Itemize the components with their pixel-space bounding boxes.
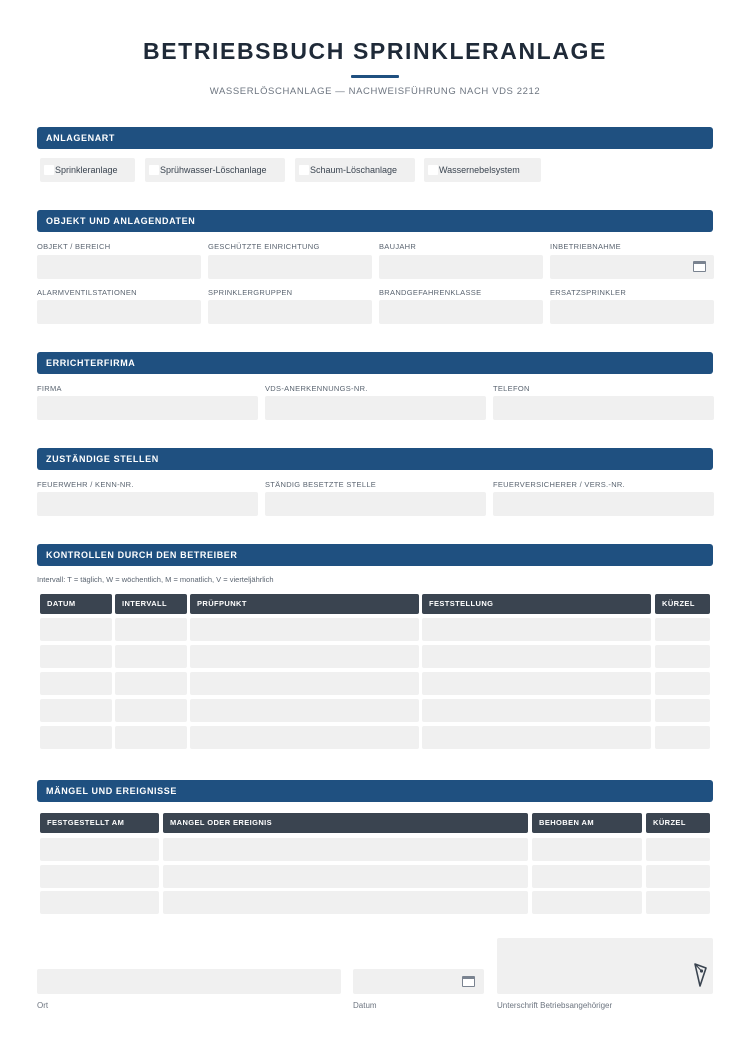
label-inbetriebnahme: INBETRIEBNAHME [550, 242, 621, 251]
maengel-cell[interactable] [646, 865, 710, 888]
kontrollen-cell[interactable] [422, 672, 651, 695]
maengel-cell[interactable] [646, 891, 710, 914]
maengel-cell[interactable] [646, 838, 710, 861]
kontrollen-header-cell: PRÜFPUNKT [190, 594, 419, 614]
kontrollen-header-cell: KÜRZEL [655, 594, 710, 614]
kontrollen-cell[interactable] [115, 618, 187, 641]
baujahr-field[interactable] [379, 255, 543, 279]
label-feuerversicherer: FEUERVERSICHERER / VERS.-NR. [493, 480, 626, 489]
feuerversicherer-field[interactable] [493, 492, 714, 516]
option-label: Schaum-Löschanlage [310, 165, 398, 175]
kontrollen-cell[interactable] [115, 699, 187, 722]
maengel-header-cell: MANGEL ODER EREIGNIS [163, 813, 528, 833]
kontrollen-cell[interactable] [40, 699, 112, 722]
kontrollen-cell[interactable] [655, 618, 710, 641]
label-feuerwehr: FEUERWEHR / KENN-NR. [37, 480, 134, 489]
pen-nib-icon [692, 962, 708, 988]
label-baujahr: BAUJAHR [379, 242, 417, 251]
kontrollen-cell[interactable] [655, 645, 710, 668]
kontrollen-cell[interactable] [422, 645, 651, 668]
geschuetzte-einrichtung-field[interactable] [208, 255, 372, 279]
page-subtitle: WASSERLÖSCHANLAGE — NACHWEISFÜHRUNG NACH VDS 2212 [209, 86, 541, 97]
kontrollen-cell[interactable] [40, 726, 112, 749]
maengel-cell[interactable] [163, 865, 528, 888]
calendar-icon[interactable] [462, 976, 475, 987]
firma-field[interactable] [37, 396, 258, 420]
label-firma: FIRMA [37, 384, 62, 393]
section-maengel: MÄNGEL UND EREIGNISSE [37, 780, 713, 802]
besetzte-stelle-field[interactable] [265, 492, 486, 516]
maengel-cell[interactable] [163, 838, 528, 861]
checkbox[interactable] [44, 165, 54, 175]
option-label: Sprühwasser-Löschanlage [160, 165, 267, 175]
signature-field[interactable] [497, 938, 713, 994]
label-unterschrift: Unterschrift Betriebsangehöriger [497, 1001, 613, 1010]
kontrollen-cell[interactable] [655, 726, 710, 749]
label-objekt-bereich: OBJEKT / BEREICH [37, 242, 111, 251]
maengel-cell[interactable] [532, 865, 642, 888]
kontrollen-cell[interactable] [190, 672, 419, 695]
kontrollen-cell[interactable] [655, 672, 710, 695]
kontrollen-cell[interactable] [40, 618, 112, 641]
calendar-icon[interactable] [693, 261, 706, 272]
kontrollen-cell[interactable] [190, 618, 419, 641]
maengel-cell[interactable] [532, 891, 642, 914]
kontrollen-header-cell: INTERVALL [115, 594, 187, 614]
inbetriebnahme-field[interactable] [550, 255, 714, 279]
option-spruehwasser[interactable] [145, 158, 285, 182]
label-ersatzsprinkler: ERSATZSPRINKLER [550, 288, 627, 297]
objekt-bereich-field[interactable] [37, 255, 201, 279]
checkbox[interactable] [299, 165, 309, 175]
label-alarmventilstationen: ALARMVENTILSTATIONEN [37, 288, 137, 297]
sprinklergruppen-field[interactable] [208, 300, 372, 324]
section-objekt: OBJEKT UND ANLAGENDATEN [37, 210, 713, 232]
maengel-header-cell: KÜRZEL [646, 813, 710, 833]
brandgefahrenklasse-field[interactable] [379, 300, 543, 324]
label-besetzte-stelle: STÄNDIG BESETZTE STELLE [265, 480, 377, 489]
label-ort: Ort [37, 1001, 49, 1010]
kontrollen-cell[interactable] [190, 699, 419, 722]
kontrollen-header-cell: FESTSTELLUNG [422, 594, 651, 614]
feuerwehr-field[interactable] [37, 492, 258, 516]
kontrollen-cell[interactable] [190, 726, 419, 749]
maengel-cell[interactable] [163, 891, 528, 914]
kontrollen-header-cell: DATUM [40, 594, 112, 614]
kontrollen-cell[interactable] [422, 618, 651, 641]
vds-nr-field[interactable] [265, 396, 486, 420]
maengel-cell[interactable] [532, 838, 642, 861]
section-errichterfirma: ERRICHTERFIRMA [37, 352, 713, 374]
kontrollen-cell[interactable] [655, 699, 710, 722]
label-sprinklergruppen: SPRINKLERGRUPPEN [208, 288, 293, 297]
maengel-cell[interactable] [40, 838, 159, 861]
label-brandgefahrenklasse: BRANDGEFAHRENKLASSE [379, 288, 482, 297]
maengel-cell[interactable] [40, 891, 159, 914]
ersatzsprinkler-field[interactable] [550, 300, 714, 324]
kontrollen-cell[interactable] [40, 672, 112, 695]
option-schaum[interactable] [295, 158, 415, 182]
maengel-header-cell: BEHOBEN AM [532, 813, 642, 833]
option-label: Sprinkleranlage [55, 165, 118, 175]
ort-field[interactable] [37, 969, 341, 994]
maengel-header-cell: FESTGESTELLT AM [40, 813, 159, 833]
option-label: Wassernebelsystem [439, 165, 520, 175]
datum-field[interactable] [353, 969, 484, 994]
section-zustaendige-stellen: ZUSTÄNDIGE STELLEN [37, 448, 713, 470]
option-sprinkleranlage[interactable] [40, 158, 135, 182]
maengel-cell[interactable] [40, 865, 159, 888]
page-title: BETRIEBSBUCH SPRINKLERANLAGE [143, 38, 607, 64]
label-telefon: TELEFON [493, 384, 530, 393]
kontrollen-cell[interactable] [115, 672, 187, 695]
kontrollen-cell[interactable] [115, 726, 187, 749]
checkbox[interactable] [149, 165, 159, 175]
telefon-field[interactable] [493, 396, 714, 420]
label-geschuetzte-einrichtung: GESCHÜTZTE EINRICHTUNG [208, 242, 320, 251]
checkbox[interactable] [428, 165, 438, 175]
interval-note: Intervall: T = täglich, W = wöchentlich, M = monatlich, V = vierteljährlich [37, 575, 274, 584]
section-anlagenart: ANLAGENART [37, 127, 713, 149]
title-divider [351, 75, 399, 78]
kontrollen-cell[interactable] [115, 645, 187, 668]
label-datum: Datum [353, 1001, 377, 1010]
kontrollen-cell[interactable] [190, 645, 419, 668]
option-wassernebel[interactable] [424, 158, 541, 182]
section-kontrollen: KONTROLLEN DURCH DEN BETREIBER [37, 544, 713, 566]
kontrollen-cell[interactable] [422, 726, 651, 749]
kontrollen-cell[interactable] [422, 699, 651, 722]
label-vds-nr: VDS-ANERKENNUNGS-NR. [265, 384, 368, 393]
kontrollen-cell[interactable] [40, 645, 112, 668]
alarmventilstationen-field[interactable] [37, 300, 201, 324]
